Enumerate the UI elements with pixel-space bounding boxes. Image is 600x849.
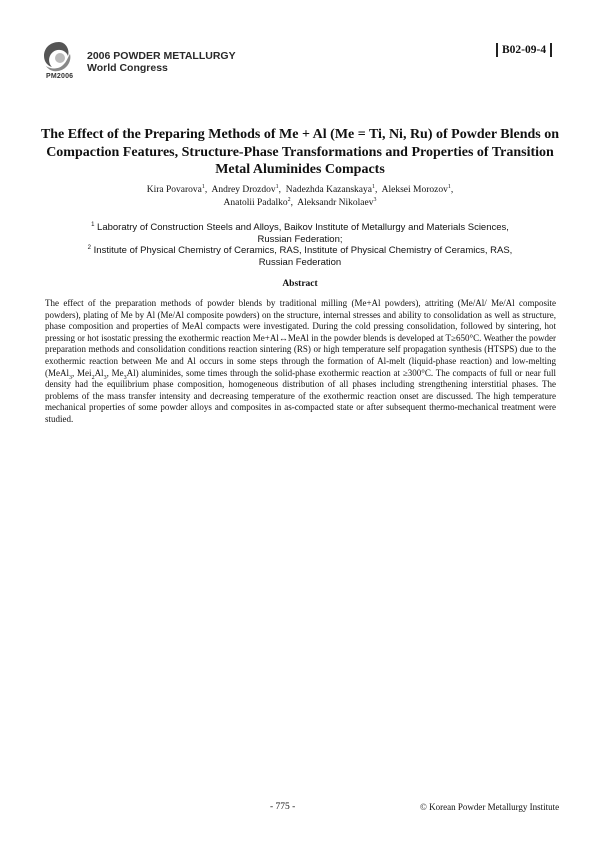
paper-code-badge	[491, 42, 557, 58]
affiliations	[80, 222, 520, 268]
copyright-notice: © Korean Powder Metallurgy Institute	[420, 802, 560, 812]
author: Aleksandr Nikolaev$^3$	[297, 196, 377, 208]
author: Anatolii Padalko$^2$	[223, 196, 291, 208]
abstract-heading: Abstract	[282, 279, 318, 289]
author: Kira Povarova$^1$	[146, 183, 205, 195]
conference-line-2: World Congress	[87, 62, 168, 74]
author: Aleksei Morozov$^1$	[381, 183, 451, 195]
author-list: Kira Povarova$^1$, Andrey Drozdov$^1$, Nadezhda Kazanskaya$^1$, Aleksei Morozov$^1$, Anatolii Padalko$^2$, Aleksandr Nikolaev$^3$	[146, 183, 454, 208]
abstract-text: The effect of the preparation methods of powder blends by traditional milling (Me+Al powders), attriting (Me/Al/ Me/Al composite powders), plating of Me by Al (Me/Al composite powders) on the structure, internal stresses and ability to consolidation as well as structure, phase composition and properties of MeAl compacts were investigated. During the cold pressing consolidation, followed by sintering, hot pressing or hot isostatic pressing the exothermic reaction Me+Al↔MeAl in the powder blends is developed at T≥650°C. Weather the powder preparation methods and consolidation conditions reaction sintering (RS) or high temperature self propagation synthesis (HTSPS) due to the exothermic reaction between Me and Al occurs in some steps through the formation of Al-melt (liquid-phase reaction) and low-melting (MeAl$_3$, $Mei_2Al_3$, $Me_3Al$) aluminides, some times through the solid-phase exothermic reaction at ≥300°C. The compacts of full or near full density had the equilibrium phase composition, homogeneous distribution of all phases including strengthening interstitial phases. The problems of the mass transfer intensity and decreasing temperature of the exothermic reaction onset are discussed. The high temperature mechanical properties of some powder alloys and composites in as-compacted state or after subsequent thermo-mechanical treatment were studied.	[45, 298, 557, 424]
paper-title: The Effect of the Preparing Methods of Me + Al (Me = Ti, Ni, Ru) of Powder Blends on Compaction Features, Structure-Phase Transformations and Properties of Transition Metal Aluminides Compacts	[40, 127, 560, 177]
page-number: - 775 -	[270, 802, 296, 812]
affiliation-1: $^1$ Laboratry of Construction Steels and Alloys, Baikov Institute of Metallurgy and Materials Sciences, Russian Federation;	[91, 221, 509, 245]
bar-icon	[496, 43, 498, 57]
conference-name	[87, 50, 236, 74]
affiliation-2: $^2$ Institute of Physical Chemistry of Ceramics, RAS, Institute of Physical Chemistry of Ceramics, RAS, Russian Federation	[87, 244, 513, 268]
logo-year: PM2006	[46, 73, 74, 80]
conference-line-1: 2006 POWDER METALLURGY	[87, 50, 236, 62]
author: Andrey Drozdov$^1$	[211, 183, 279, 195]
author: Nadezhda Kazanskaya$^1$	[285, 183, 375, 195]
bar-icon	[550, 43, 552, 57]
paper-code: B02-09-4	[502, 44, 547, 56]
